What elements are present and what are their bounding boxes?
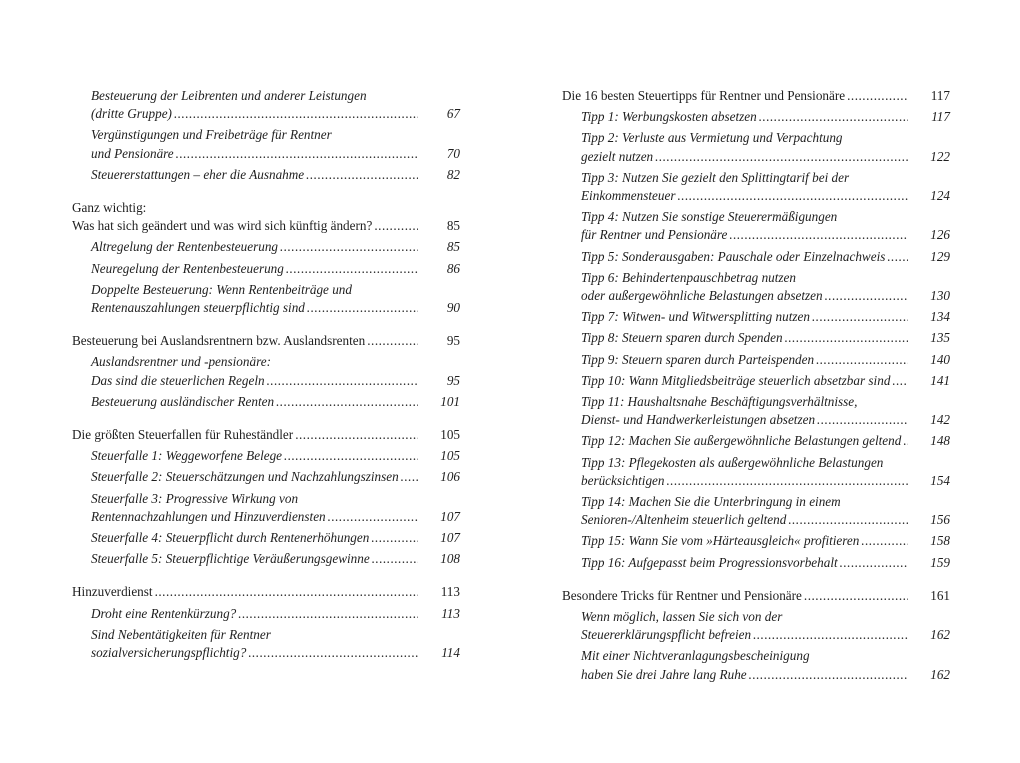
toc-entry — [72, 260, 460, 278]
toc-entry — [72, 238, 460, 256]
toc-page-number: 124 — [930, 188, 950, 204]
toc-entry-title: Besteuerung bei Auslandsrentnern bzw. Auslandsrenten — [72, 333, 366, 349]
toc-entry — [562, 554, 950, 572]
toc-entry-title: (dritte Gruppe) — [91, 106, 172, 122]
toc-page-number: 126 — [930, 227, 950, 243]
toc-entry — [562, 108, 950, 126]
toc-page-number: 82 — [446, 166, 460, 182]
toc-entry-title: Rentennachzahlungen und Hinzuverdiensten — [91, 508, 326, 524]
leader-dots — [367, 332, 418, 350]
leader-dots — [825, 287, 908, 305]
leader-dots — [238, 605, 418, 623]
toc-entry-title: berücksichtigen — [581, 472, 665, 488]
toc-entry — [562, 647, 950, 683]
leader-dots — [753, 626, 908, 644]
toc-entry-title: Die größten Steuerfallen für Ruheständler — [72, 427, 294, 443]
toc-entry-title: und Pensionäre — [91, 145, 174, 161]
toc-entry-title: Tipp 7: Witwen- und Witwersplitting nutzen — [581, 309, 810, 325]
toc-entry-title: Steuerfalle 2: Steuerschätzungen und Nachzahlungszinsen — [91, 469, 399, 485]
leader-dots — [371, 529, 418, 547]
toc-entry — [72, 605, 460, 623]
toc-entry-title: Droht eine Rentenkürzung? — [91, 605, 237, 621]
toc-entry-title: Tipp 5: Sonderausgaben: Pauschale oder Einzelnachweis — [581, 248, 886, 264]
toc-entry-title-line: Tipp 6: Behindertenpauschbetrag nutzen — [581, 269, 797, 285]
toc-entry-title-line: Sind Nebentätigkeiten für Rentner — [91, 626, 271, 642]
leader-dots — [804, 587, 908, 605]
toc-entry-title: für Rentner und Pensionäre — [581, 227, 728, 243]
toc-page-number: 135 — [930, 330, 950, 346]
toc-entry — [72, 447, 460, 465]
toc-entry — [562, 372, 950, 390]
toc-page-number: 130 — [930, 288, 950, 304]
toc-entry-title: Tipp 10: Wann Mitgliedsbeiträge steuerlich absetzbar sind — [581, 372, 891, 388]
leader-dots — [817, 411, 908, 429]
toc-entry — [72, 217, 460, 235]
toc-entry — [72, 281, 460, 317]
leader-dots — [267, 372, 418, 390]
toc-entry — [72, 353, 460, 389]
toc-entry-title: sozialversicherungspflichtig? — [91, 645, 247, 661]
toc-entry-title-line: Wenn möglich, lassen Sie sich von der — [581, 609, 783, 625]
leader-dots — [667, 472, 909, 490]
toc-entry — [72, 529, 460, 547]
toc-page-number: 86 — [446, 260, 460, 276]
toc-page-number: 161 — [930, 587, 950, 603]
toc-entry-title-line: Steuerfalle 3: Progressive Wirkung von — [91, 490, 299, 506]
toc-entry-title-line: Mit einer Nichtveranlagungsbescheinigung — [581, 648, 810, 664]
toc-entry — [562, 432, 950, 450]
toc-entry-title: Hinzuverdienst — [72, 584, 153, 600]
toc-entry — [562, 454, 950, 490]
leader-dots — [759, 108, 908, 126]
toc-entry-title: Senioren-/Altenheim steuerlich geltend — [581, 512, 787, 528]
toc-entry — [72, 166, 460, 184]
toc-entry — [72, 393, 460, 411]
toc-page-number: 85 — [446, 239, 460, 255]
toc-entry-title: Steuererstattungen – eher die Ausnahme — [91, 166, 305, 182]
toc-page-number: 117 — [931, 109, 950, 125]
toc-page-number: 85 — [446, 218, 460, 234]
toc-entry — [562, 269, 950, 305]
leader-dots — [749, 666, 908, 684]
toc-entry-title-line: Tipp 13: Pflegekosten als außergewöhnliche Belastungen — [581, 454, 884, 470]
toc-entry — [562, 208, 950, 244]
toc-entry-title: Altregelung der Rentenbesteuerung — [91, 239, 279, 255]
toc-entry-title-line: Tipp 11: Haushaltsnahe Beschäftigungsverhältnisse, — [581, 394, 858, 410]
leader-dots — [840, 554, 908, 572]
toc-entry-title-line: Tipp 2: Verluste aus Vermietung und Verpachtung — [581, 130, 843, 146]
toc-page-number: 158 — [930, 533, 950, 549]
toc-page-number: 148 — [930, 433, 950, 449]
toc-page-number: 122 — [930, 148, 950, 164]
toc-right-column — [562, 87, 950, 687]
leader-dots — [887, 248, 908, 266]
leader-dots — [174, 105, 418, 123]
leader-dots — [306, 166, 418, 184]
toc-entry — [562, 308, 950, 326]
toc-entry-title: Steuerfalle 1: Weggeworfene Belege — [91, 448, 283, 464]
toc-page-number: 107 — [440, 508, 460, 524]
toc-entry-title: Tipp 1: Werbungskosten absetzen — [581, 109, 757, 125]
toc-entry — [562, 587, 950, 605]
toc-entry-title: Das sind die steuerlichen Regeln — [91, 372, 265, 388]
toc-entry-title: Steuerfalle 5: Steuerpflichtige Veräußerungsgewinne — [91, 551, 370, 567]
toc-entry-title: Tipp 15: Wann Sie vom »Härteausgleich« profitieren — [581, 533, 860, 549]
toc-entry — [562, 393, 950, 429]
toc-entry-title-line: Besteuerung der Leibrenten und anderer Leistungen — [91, 88, 367, 103]
toc-entry — [562, 248, 950, 266]
toc-page-number: 90 — [446, 300, 460, 316]
toc-page-number: 154 — [930, 472, 950, 488]
toc-entry — [562, 351, 950, 369]
leader-dots — [655, 148, 908, 166]
toc-page-number: 156 — [930, 512, 950, 528]
toc-page-number: 95 — [446, 372, 460, 388]
toc-entry-title-line: Vergünstigungen und Freibeträge für Rentner — [91, 127, 332, 143]
toc-page-number: 108 — [440, 551, 460, 567]
toc-page-number: 141 — [930, 372, 950, 388]
leader-dots — [861, 532, 908, 550]
toc-entry — [562, 87, 950, 105]
leader-dots — [677, 187, 908, 205]
leader-dots — [847, 87, 908, 105]
leader-dots — [307, 299, 418, 317]
leader-dots — [328, 508, 418, 526]
toc-entry-title: Besteuerung ausländischer Renten — [91, 393, 275, 409]
leader-dots — [401, 468, 418, 486]
toc-entry — [72, 550, 460, 568]
toc-page-number: 140 — [930, 351, 950, 367]
leader-dots — [286, 260, 418, 278]
leader-dots — [295, 426, 418, 444]
toc-entry — [72, 490, 460, 526]
toc-entry-title: Neuregelung der Rentenbesteuerung — [91, 260, 284, 276]
leader-dots — [816, 351, 908, 369]
toc-page-number: 129 — [930, 248, 950, 264]
toc-entry-title: Die 16 besten Steuertipps für Rentner und Pensionäre — [562, 88, 846, 103]
toc-page-number: 142 — [930, 412, 950, 428]
toc-entry — [562, 493, 950, 529]
toc-page-number: 101 — [440, 393, 460, 409]
leader-dots — [176, 145, 418, 163]
leader-dots — [248, 644, 418, 662]
toc-entry-title-line: Auslandsrentner und -pensionäre: — [91, 354, 271, 370]
toc-entry — [72, 87, 460, 123]
leader-dots — [729, 226, 908, 244]
toc-entry — [562, 608, 950, 644]
toc-page-number: 70 — [446, 145, 460, 161]
toc-page-number: 162 — [930, 627, 950, 643]
toc-page-number: 134 — [930, 309, 950, 325]
toc-entry — [72, 626, 460, 662]
toc-page-number: 67 — [446, 106, 460, 122]
toc-entry-title: Rentenauszahlungen steuerpflichtig sind — [91, 300, 305, 316]
toc-left-column — [72, 87, 460, 665]
toc-page-number: 105 — [440, 448, 460, 464]
leader-dots — [280, 238, 418, 256]
toc-entry — [72, 468, 460, 486]
toc-entry-title: Tipp 9: Steuern sparen durch Parteispenden — [581, 351, 815, 367]
leader-dots — [788, 511, 908, 529]
toc-entry — [562, 329, 950, 347]
toc-page-number: 105 — [440, 427, 460, 443]
toc-page-number: 106 — [440, 469, 460, 485]
toc-entry — [72, 332, 460, 350]
toc-entry-title-line: Tipp 3: Nutzen Sie gezielt den Splittingtarif bei der — [581, 169, 850, 185]
leader-dots — [785, 329, 908, 347]
toc-entry — [562, 169, 950, 205]
toc-entry-title: Was hat sich geändert und was wird sich künftig ändern? — [72, 218, 373, 234]
toc-page-number: 117 — [930, 88, 950, 103]
leader-dots — [284, 447, 418, 465]
toc-entry-title: haben Sie drei Jahre lang Ruhe — [581, 666, 747, 682]
toc-entry-title: Steuerfalle 4: Steuerpflicht durch Rentenerhöhungen — [91, 530, 370, 546]
toc-page-number: 107 — [440, 530, 460, 546]
leader-dots — [374, 217, 418, 235]
toc-entry-title: Tipp 8: Steuern sparen durch Spenden — [581, 330, 783, 346]
toc-entry — [72, 583, 460, 601]
toc-entry-title: Steuererklärungspflicht befreien — [581, 627, 752, 643]
toc-page-number: 162 — [930, 666, 950, 682]
toc-page-number: 113 — [441, 605, 460, 621]
toc-page-number: 113 — [440, 584, 460, 600]
toc-entry-title: Dienst- und Handwerkerleistungen absetzen — [581, 412, 816, 428]
toc-entry-title-line: Tipp 4: Nutzen Sie sonstige Steuerermäßigungen — [581, 209, 838, 225]
toc-entry-title: Besondere Tricks für Rentner und Pensionäre — [562, 587, 802, 603]
leader-dots — [276, 393, 418, 411]
leader-dots — [812, 308, 908, 326]
toc-entry — [72, 126, 460, 162]
toc-page-number: 95 — [446, 333, 460, 349]
toc-entry — [72, 426, 460, 444]
toc-entry-title: Tipp 12: Machen Sie außergewöhnliche Belastungen geltend — [581, 433, 902, 449]
toc-entry-title-line: Tipp 14: Machen Sie die Unterbringung in einem — [581, 494, 841, 510]
toc-entry-title-line: Doppelte Besteuerung: Wenn Rentenbeiträge und — [91, 281, 352, 297]
toc-entry-title: Einkommensteuer — [581, 188, 676, 204]
toc-entry — [562, 129, 950, 165]
toc-entry — [562, 532, 950, 550]
toc-entry — [72, 199, 460, 217]
leader-dots — [155, 583, 418, 601]
toc-entry-title: oder außergewöhnliche Belastungen absetzen — [581, 288, 823, 304]
toc-page-number: 159 — [930, 554, 950, 570]
toc-entry-title: Tipp 16: Aufgepasst beim Progressionsvorbehalt — [581, 554, 838, 570]
toc-entry-title: Ganz wichtig: — [72, 200, 147, 216]
leader-dots — [892, 372, 908, 390]
leader-dots — [372, 550, 418, 568]
toc-page-number: 114 — [441, 645, 460, 661]
toc-entry-title: gezielt nutzen — [581, 148, 654, 164]
